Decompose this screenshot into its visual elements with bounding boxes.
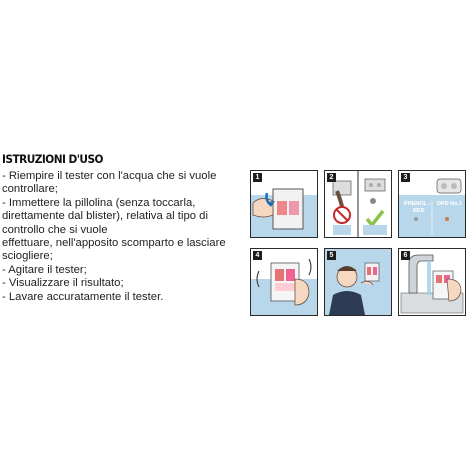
step-line: sciogliere; (2, 250, 53, 263)
phenol-red-label: PHENOL - (404, 201, 431, 207)
step-panel-6 (398, 248, 466, 316)
step-panel-4 (250, 248, 318, 316)
step-number: 4 (253, 251, 262, 260)
step-line: - Agitare il tester; (2, 263, 87, 276)
step-line: controllo che si vuole (2, 223, 108, 236)
instructions-text (2, 170, 240, 304)
step-panel-5 (324, 248, 392, 316)
step-line: - Lavare accuratamente il tester. (2, 290, 164, 303)
step-panel-3 (398, 170, 466, 238)
dpd-label: DPD No.1 (437, 201, 463, 207)
step-number: 1 (253, 173, 262, 182)
instructions-title: ISTRUZIONI D'USO (2, 152, 103, 166)
step-number: 6 (401, 251, 410, 260)
step-line: controllare; (2, 183, 58, 196)
step-line: - Riempire il tester con l'acqua che si vuole (2, 170, 217, 182)
step-number: 5 (327, 251, 336, 260)
step-line: - Visualizzare il risultato; (2, 277, 124, 290)
step-number: 3 (401, 173, 410, 182)
step-number: 2 (327, 173, 336, 182)
phenol-red-label-2: RED (413, 208, 425, 214)
step-line: - Immettere la pillolina (senza toccarla, (2, 196, 196, 209)
step-line: direttamente dal blister), relativa al tipo di (2, 210, 208, 223)
step-panel-2 (324, 170, 392, 238)
step-panel-1 (250, 170, 318, 238)
step-line: effettuare, nell'apposito scomparto e lasciare (2, 237, 226, 250)
